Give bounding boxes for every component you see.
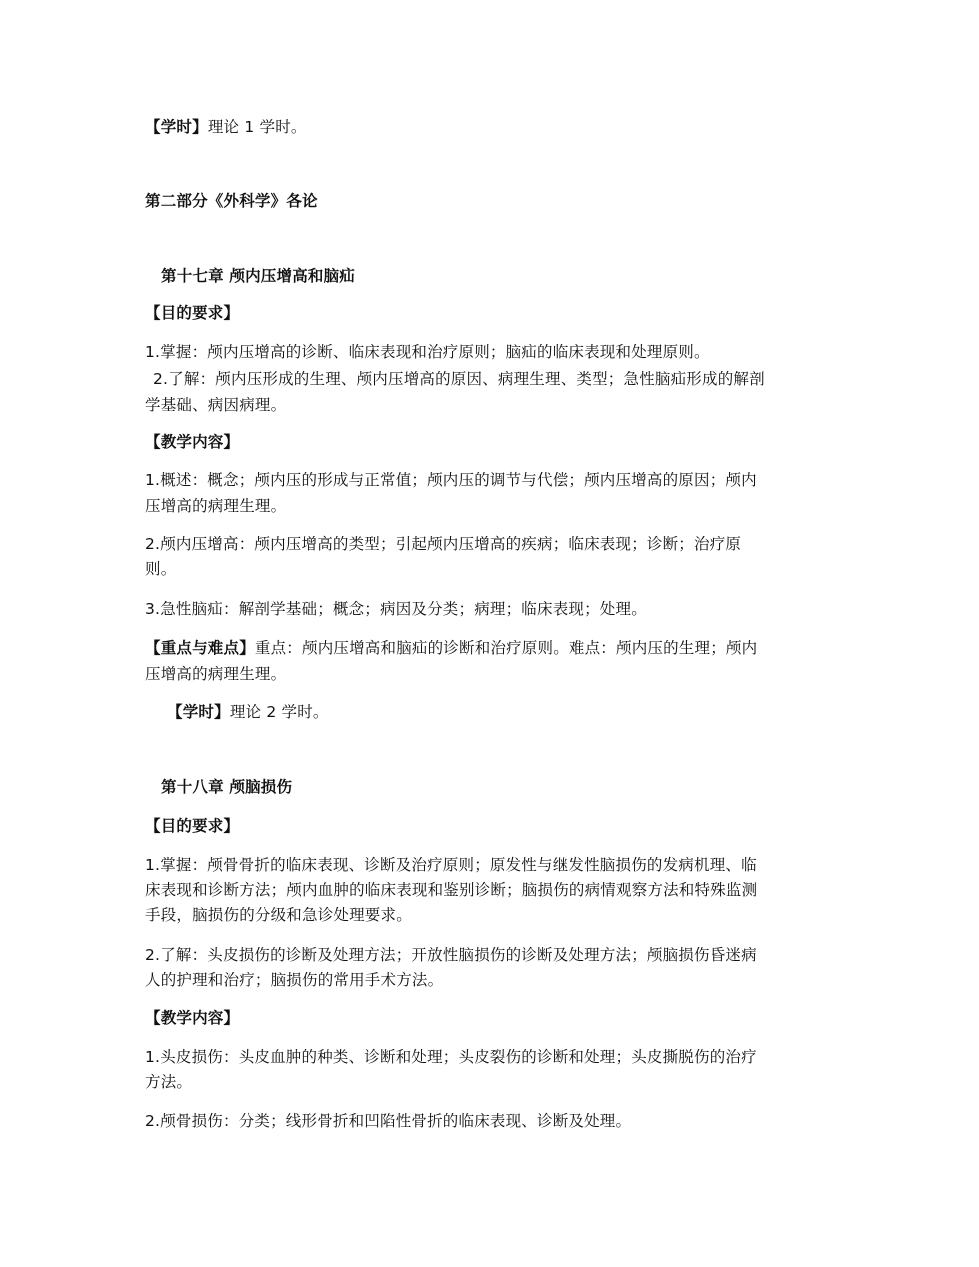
ch17-content-3: 3.急性脑疝：解剖学基础；概念；病因及分类；病理；临床表现；处理。 <box>145 600 647 618</box>
ch18-goal-2b: 人的护理和治疗；脑损伤的常用手术方法。 <box>145 971 444 989</box>
hours-line <box>145 115 307 140</box>
ch17-key-line <box>145 636 757 661</box>
ch17-content-2b: 则。 <box>145 560 177 578</box>
chapter-18-title: 第十八章 颅脑损伤 <box>161 778 293 796</box>
ch18-content-1a: 1.头皮损伤：头皮血肿的种类、诊断和处理；头皮裂伤的诊断和处理；头皮撕脱伤的治疗 <box>145 1048 757 1066</box>
ch18-content-heading: 【教学内容】 <box>145 1009 240 1027</box>
ch18-content-1b: 方法。 <box>145 1073 193 1091</box>
ch18-goal-1b: 床表现和诊断方法；颅内血肿的临床表现和鉴别诊断；脑损伤的病情观察方法和特殊监测 <box>145 881 758 899</box>
ch18-goal-1a: 1.掌握：颅骨骨折的临床表现、诊断及治疗原则；原发性与继发性脑损伤的发病机理、临 <box>145 856 757 874</box>
ch17-content-1a: 1.概述：概念；颅内压的形成与正常值；颅内压的调节与代偿；颅内压增高的原因；颅内 <box>145 471 757 489</box>
ch17-key-label: 【重点与难点】 <box>145 639 255 657</box>
hours-text: 理论 1 学时。 <box>207 118 307 136</box>
ch17-goal-1: 1.掌握：颅内压增高的诊断、临床表现和治疗原则；脑疝的临床表现和处理原则。 <box>145 343 710 361</box>
ch17-goal-2a: 2.了解：颅内压形成的生理、颅内压增高的原因、病理生理、类型；急性脑疝形成的解剖 <box>153 370 765 388</box>
ch17-content-heading: 【教学内容】 <box>145 433 240 451</box>
ch18-goal-2a: 2.了解：头皮损伤的诊断及处理方法；开放性脑损伤的诊断及处理方法；颅脑损伤昏迷病 <box>145 946 757 964</box>
ch17-goal-2b: 学基础、病因病理。 <box>145 396 287 414</box>
ch17-content-1b: 压增高的病理生理。 <box>145 497 287 515</box>
ch18-content-2: 2.颅骨损伤：分类；线形骨折和凹陷性骨折的临床表现、诊断及处理。 <box>145 1112 632 1130</box>
ch17-key-text: 重点：颅内压增高和脑疝的诊断和治疗原则。难点：颅内压的生理；颅内 <box>254 639 758 657</box>
ch17-hours-text: 理论 2 学时。 <box>229 703 329 721</box>
part-title: 第二部分《外科学》各论 <box>145 192 318 210</box>
ch17-hours-label: 【学时】 <box>167 703 230 721</box>
ch17-goal-heading: 【目的要求】 <box>145 304 240 322</box>
ch17-key-line-2: 压增高的病理生理。 <box>145 665 287 683</box>
ch17-hours-line <box>167 700 329 725</box>
ch18-goal-1c: 手段，脑损伤的分级和急诊处理要求。 <box>145 906 412 924</box>
ch17-content-2a: 2.颅内压增高：颅内压增高的类型；引起颅内压增高的疾病；临床表现；诊断；治疗原 <box>145 535 742 553</box>
hours-label: 【学时】 <box>145 118 208 136</box>
ch18-goal-heading: 【目的要求】 <box>145 817 240 835</box>
chapter-17-title: 第十七章 颅内压增高和脑疝 <box>161 267 355 285</box>
